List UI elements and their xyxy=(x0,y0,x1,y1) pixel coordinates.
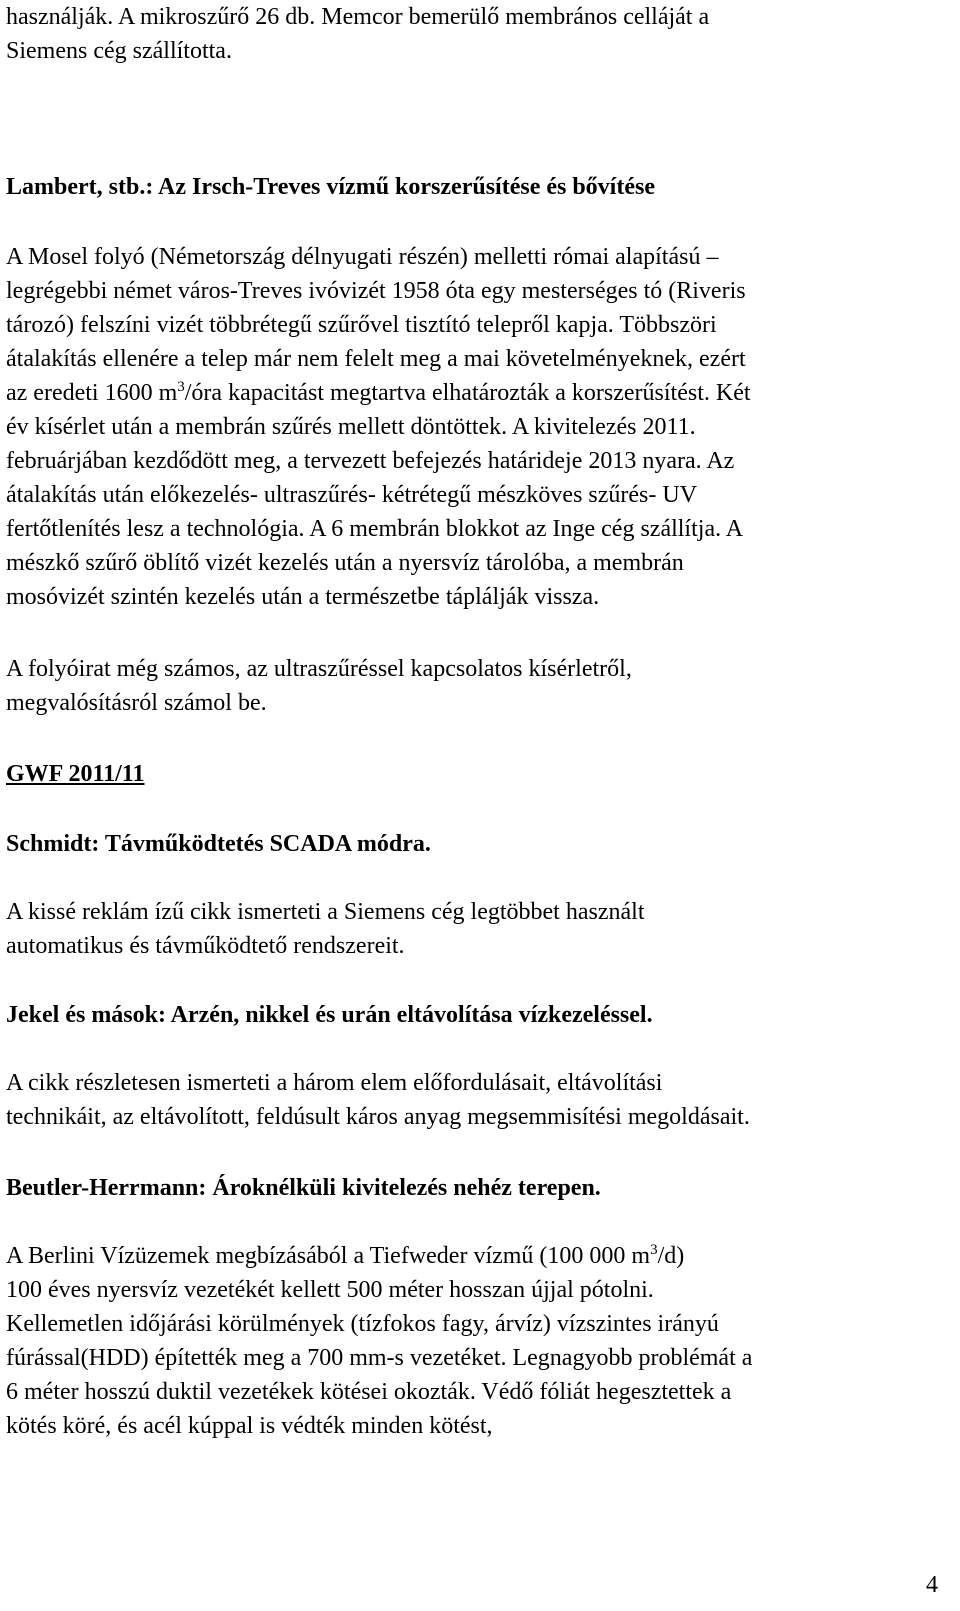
text-line xyxy=(6,1239,936,1273)
text-line: Kellemetlen időjárási körülmények (tízfokos fagy, árvíz) vízszintes irányú xyxy=(6,1311,719,1337)
lambert-paragraph xyxy=(6,240,936,614)
text-line xyxy=(6,376,936,410)
section-heading: Beutler-Herrmann: Ároknélküli kivitelezés nehéz terepen. xyxy=(6,1175,601,1201)
text-line: fertőtlenítés lesz a technológia. A 6 membrán blokkot az Inge cég szállítja. A xyxy=(6,516,744,542)
text-line: használják. A mikroszűrő 26 db. Memcor bemerülő membrános celláját a xyxy=(6,4,710,30)
text-line: mészkő szűrő öblítő vizét kezelés után a nyersvíz tárolóba, a membrán xyxy=(6,550,684,576)
text-line: 6 méter hosszú duktil vezetékek kötései okozták. Védő fóliát hegesztettek a xyxy=(6,1379,732,1405)
beutler-paragraph xyxy=(6,1239,936,1443)
section-heading: Lambert, stb.: Az Irsch-Treves vízmű korszerűsítése és bővítése xyxy=(6,174,655,200)
superscript: 3 xyxy=(177,379,185,395)
text-line: technikáit, az eltávolított, feldúsult káros anyag megsemmisítési megoldásait. xyxy=(6,1104,750,1130)
journal-heading: GWF 2011/11 xyxy=(6,761,145,787)
page-number: 4 xyxy=(926,1572,938,1598)
intro-paragraph xyxy=(6,0,936,68)
lambert-heading xyxy=(6,170,936,204)
text-line: A cikk részletesen ismerteti a három elem előfordulásait, eltávolítási xyxy=(6,1070,663,1096)
beutler-heading xyxy=(6,1171,936,1205)
schmidt-heading xyxy=(6,827,936,861)
text-line: Siemens cég szállította. xyxy=(6,38,232,64)
jekel-paragraph xyxy=(6,1066,936,1134)
text-line: megvalósításról számol be. xyxy=(6,690,267,716)
text-fragment: /óra kapacitást megtartva elhatározták a korszerűsítést. Két xyxy=(184,380,751,406)
folyoirat-paragraph xyxy=(6,652,936,720)
jekel-heading xyxy=(6,998,936,1032)
text-line: mosóvizét szintén kezelés után a természetbe táplálják vissza. xyxy=(6,584,600,610)
text-line: februárjában kezdődött meg, a tervezett befejezés határideje 2013 nyara. Az xyxy=(6,448,735,474)
text-fragment: A Berlini Vízüzemek megbízásából a Tiefweder vízmű (100 000 m xyxy=(6,1243,651,1269)
text-line: fúrással(HDD) építették meg a 700 mm-s vezetéket. Legnagyobb problémát a xyxy=(6,1345,753,1371)
text-line: kötés köré, és acél kúppal is védték minden kötést, xyxy=(6,1413,493,1439)
text-line: átalakítás ellenére a telep már nem felelt meg a mai követelményeknek, ezért xyxy=(6,346,746,372)
schmidt-paragraph xyxy=(6,895,936,963)
gwf-heading xyxy=(6,757,936,791)
text-fragment: /d) xyxy=(657,1243,685,1269)
section-heading: Schmidt: Távműködtetés SCADA módra. xyxy=(6,831,431,857)
text-line: automatikus és távműködtető rendszereit. xyxy=(6,933,405,959)
text-fragment: az eredeti 1600 m xyxy=(6,380,178,406)
text-line: 100 éves nyersvíz vezetékét kellett 500 méter hosszan újjal pótolni. xyxy=(6,1277,654,1303)
text-line: A folyóirat még számos, az ultraszűréssel kapcsolatos kísérletről, xyxy=(6,656,632,682)
section-heading: Jekel és mások: Arzén, nikkel és urán eltávolítása vízkezeléssel. xyxy=(6,1002,653,1028)
text-line: átalakítás után előkezelés- ultraszűrés- kétrétegű mészköves szűrés- UV xyxy=(6,482,698,508)
text-line: év kísérlet után a membrán szűrés mellett döntöttek. A kivitelezés 2011. xyxy=(6,414,696,440)
text-line: A Mosel folyó (Németország délnyugati részén) melletti római alapítású – xyxy=(6,244,719,270)
text-line: legrégebbi német város-Treves ivóvizét 1958 óta egy mesterséges tó (Riveris xyxy=(6,278,746,304)
superscript: 3 xyxy=(650,1242,658,1258)
text-line: A kissé reklám ízű cikk ismerteti a Siemens cég legtöbbet használt xyxy=(6,899,645,925)
text-line: tározó) felszíni vizét többrétegű szűrővel tisztító telepről kapja. Többszöri xyxy=(6,312,717,338)
